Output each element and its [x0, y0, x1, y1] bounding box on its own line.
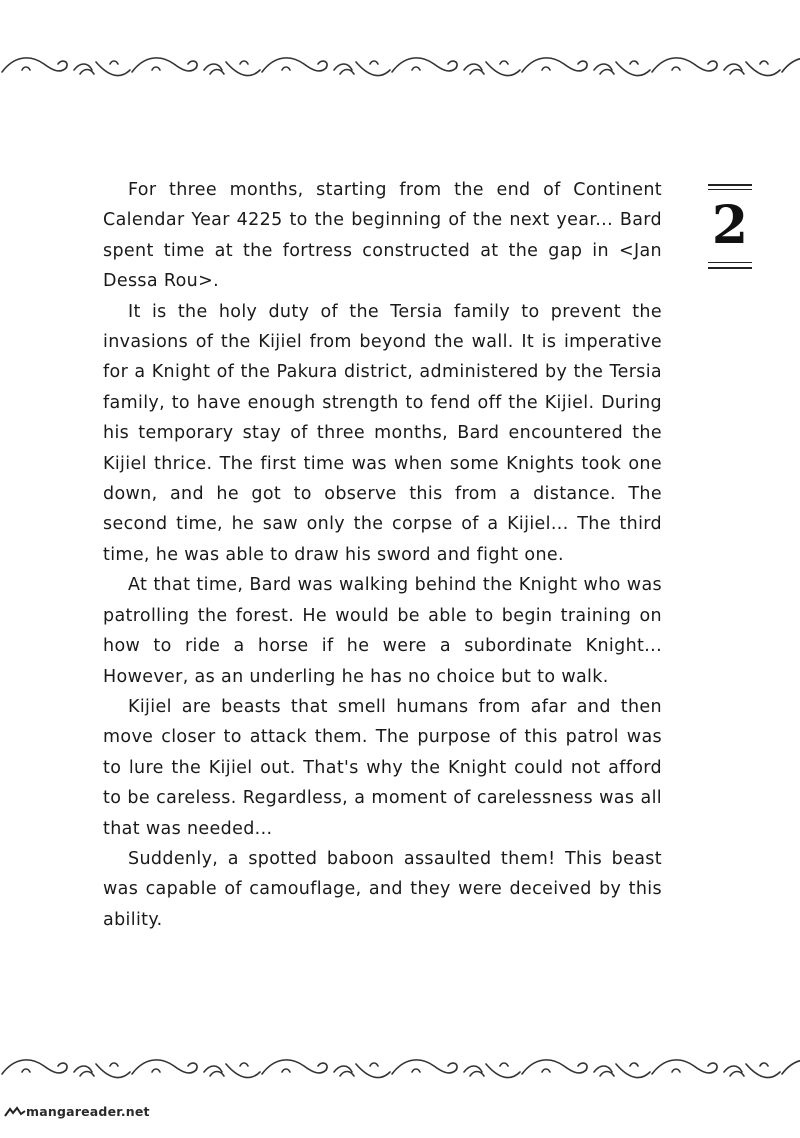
scroll-stroke [22, 1069, 30, 1072]
scroll-stroke [22, 67, 30, 70]
scroll-stroke [96, 62, 130, 76]
scroll-stroke [594, 1066, 614, 1076]
scroll-stroke [58, 61, 67, 68]
scroll-stroke [74, 1066, 94, 1076]
scroll-stroke [188, 1063, 197, 1070]
decorative-scroll-icon [0, 1042, 800, 1098]
scroll-stroke [522, 58, 586, 72]
paragraph: Suddenly, a spotted baboon assaulted them! This beast was capable of camouflage, and they were deceived by this ability. [103, 848, 662, 930]
scroll-stroke [334, 1066, 354, 1076]
chapter-number: 2 [711, 195, 749, 256]
scroll-stroke [708, 61, 717, 68]
scroll-stroke [782, 58, 800, 72]
scroll-stroke [370, 1063, 378, 1066]
scroll-stroke [594, 64, 614, 74]
scroll-stroke [110, 61, 118, 64]
scroll-stroke [486, 62, 520, 76]
scroll-stroke [760, 1063, 768, 1066]
scroll-stroke [448, 1063, 457, 1070]
scroll-stroke [282, 67, 290, 70]
scroll-stroke [486, 1064, 520, 1078]
scroll-stroke [616, 62, 650, 76]
paragraph: It is the holy duty of the Tersia family to prevent the invasions of the Kijiel from beyond the wall. It is imperative for a Knight of the Pakura district, administered by the Tersia family, to have enough strength to fend off the Kijiel. During his temporary stay of three months, Bard encountered the Kijiel thrice. The first time was when some Knights took one down, and he got to observe this from a distance. The second time, he saw only the corpse of a Kijiel... The third time, he was able to draw his sword and fight one. [103, 301, 662, 565]
chapter-rule [708, 189, 752, 190]
scroll-stroke [110, 1063, 118, 1066]
paragraph: At that time, Bard was walking behind the Knight who was patrolling the forest. He would be able to begin training on how to ride a horse if he were a subordinate Knight... However, as an underling he has no choice but to walk. [103, 575, 662, 687]
scroll-stroke [262, 58, 326, 72]
scroll-stroke [412, 67, 420, 70]
scroll-stroke [578, 61, 587, 68]
scroll-stroke [2, 1060, 66, 1074]
scroll-stroke [204, 64, 224, 74]
paragraph: Kijiel are beasts that smell humans from afar and then move closer to attack them. The purpose of this patrol was to lure the Kijiel out. That's why the Knight could not afford to be careless. Regardless, a moment of carelessness was all that was needed... [103, 696, 662, 839]
scroll-stroke [500, 61, 508, 64]
chapter-rule [708, 267, 752, 269]
scroll-stroke [152, 67, 160, 70]
scroll-stroke [356, 1064, 390, 1078]
chapter-rule [708, 262, 752, 263]
scroll-stroke [412, 1069, 420, 1072]
scroll-stroke [464, 1066, 484, 1076]
scroll-stroke [672, 1069, 680, 1072]
scroll-stroke [204, 1066, 224, 1076]
scroll-stroke [760, 61, 768, 64]
scroll-stroke [356, 62, 390, 76]
scroll-stroke [370, 61, 378, 64]
decorative-scroll-icon [0, 40, 800, 96]
scroll-stroke [464, 64, 484, 74]
chapter-rule [708, 184, 752, 186]
scroll-stroke [672, 67, 680, 70]
scroll-stroke [746, 62, 780, 76]
scroll-stroke [392, 58, 456, 72]
scroll-stroke [652, 1060, 716, 1074]
scroll-stroke [226, 1064, 260, 1078]
scroll-stroke [132, 58, 196, 72]
scroll-stroke [262, 1060, 326, 1074]
scroll-stroke [542, 67, 550, 70]
scroll-stroke [318, 61, 327, 68]
scroll-stroke [542, 1069, 550, 1072]
scroll-stroke [240, 61, 248, 64]
scroll-stroke [58, 1063, 67, 1070]
scroll-stroke [500, 1063, 508, 1066]
bottom-ornament-border [0, 1042, 800, 1098]
scroll-stroke [746, 1064, 780, 1078]
scroll-stroke [318, 1063, 327, 1070]
scroll-stroke [188, 61, 197, 68]
scroll-stroke [334, 64, 354, 74]
scroll-stroke [578, 1063, 587, 1070]
scroll-stroke [226, 62, 260, 76]
scroll-stroke [132, 1060, 196, 1074]
scroll-stroke [152, 1069, 160, 1072]
site-watermark [4, 1104, 150, 1119]
scroll-stroke [522, 1060, 586, 1074]
top-ornament-border [0, 40, 800, 96]
scroll-stroke [782, 1060, 800, 1074]
scroll-stroke [724, 1066, 744, 1076]
paragraph: For three months, starting from the end of Continent Calendar Year 4225 to the beginning of the next year... Bard spent time at the fortress constructed at the gap in <Jan Dessa Rou>. [103, 180, 662, 292]
body-text [103, 175, 662, 935]
watermark-text: mangareader.net [26, 1104, 150, 1119]
scroll-stroke [392, 1060, 456, 1074]
scroll-stroke [282, 1069, 290, 1072]
scroll-stroke [652, 58, 716, 72]
watermark-logo-icon [4, 1106, 26, 1118]
scroll-stroke [616, 1064, 650, 1078]
scroll-stroke [2, 58, 66, 72]
scroll-stroke [708, 1063, 717, 1070]
chapter-number-block [706, 178, 754, 274]
scroll-stroke [448, 61, 457, 68]
scroll-stroke [240, 1063, 248, 1066]
scroll-stroke [96, 1064, 130, 1078]
scroll-stroke [630, 61, 638, 64]
scroll-stroke [74, 64, 94, 74]
scroll-stroke [630, 1063, 638, 1066]
scroll-stroke [724, 64, 744, 74]
